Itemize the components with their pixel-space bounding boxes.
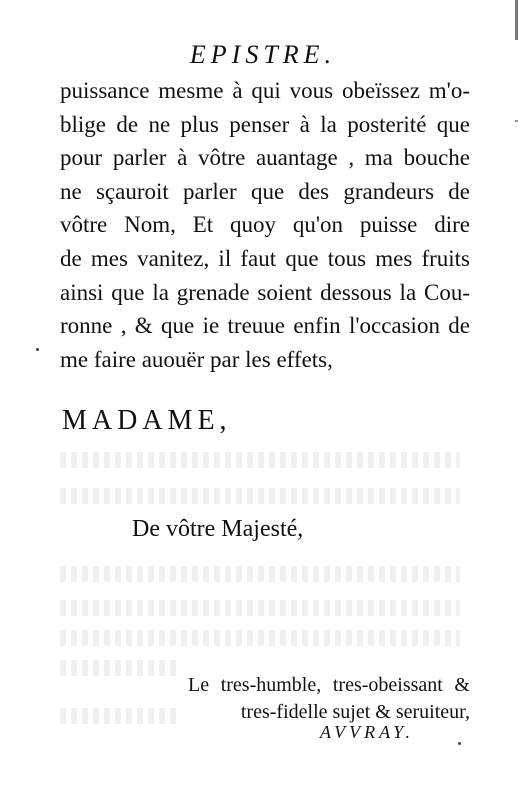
signer-name: AVVRAY.	[320, 722, 414, 742]
show-through-text	[60, 660, 180, 676]
body-line: ainsi que la grenade soient dessous la Cou-	[60, 279, 470, 305]
show-through-text	[60, 630, 460, 646]
show-through-text	[60, 452, 460, 468]
body-line: pour parler à vôtre auantage , ma bouche	[60, 145, 470, 171]
running-head: EPISTRE.	[189, 40, 337, 69]
signature-line: Le tres-humble, tres-obeissant &	[188, 674, 470, 696]
page-edge-shadow	[515, 0, 518, 800]
show-through-text	[60, 600, 460, 616]
body-line: puissance mesme à qui vous obeïssez m'o-	[60, 78, 470, 103]
body-line: blige de ne plus penser à la posterité que	[60, 111, 470, 137]
ink-speck	[458, 742, 461, 745]
signature-line: tres-fidelle sujet & seruiteur,	[240, 701, 470, 723]
body-line: ne sçauroit parler que des grandeurs de	[60, 178, 470, 204]
body-line: de mes vanitez, il faut que tous mes fruits	[60, 245, 470, 271]
salutation: MADAME,	[62, 405, 232, 436]
closing-phrase: De vôtre Majesté,	[132, 516, 304, 542]
show-through-text	[60, 488, 460, 504]
body-line: me faire auouër par les effets,	[60, 346, 333, 372]
body-line: vôtre Nom, Et quoy qu'on puisse dire	[60, 212, 470, 238]
body-line: ronne , & que ie treuue enfin l'occasion de	[60, 313, 470, 339]
ink-speck	[36, 348, 39, 351]
body-text	[60, 74, 470, 376]
signature-block	[188, 672, 470, 726]
show-through-text	[60, 708, 180, 724]
show-through-text	[60, 566, 460, 582]
